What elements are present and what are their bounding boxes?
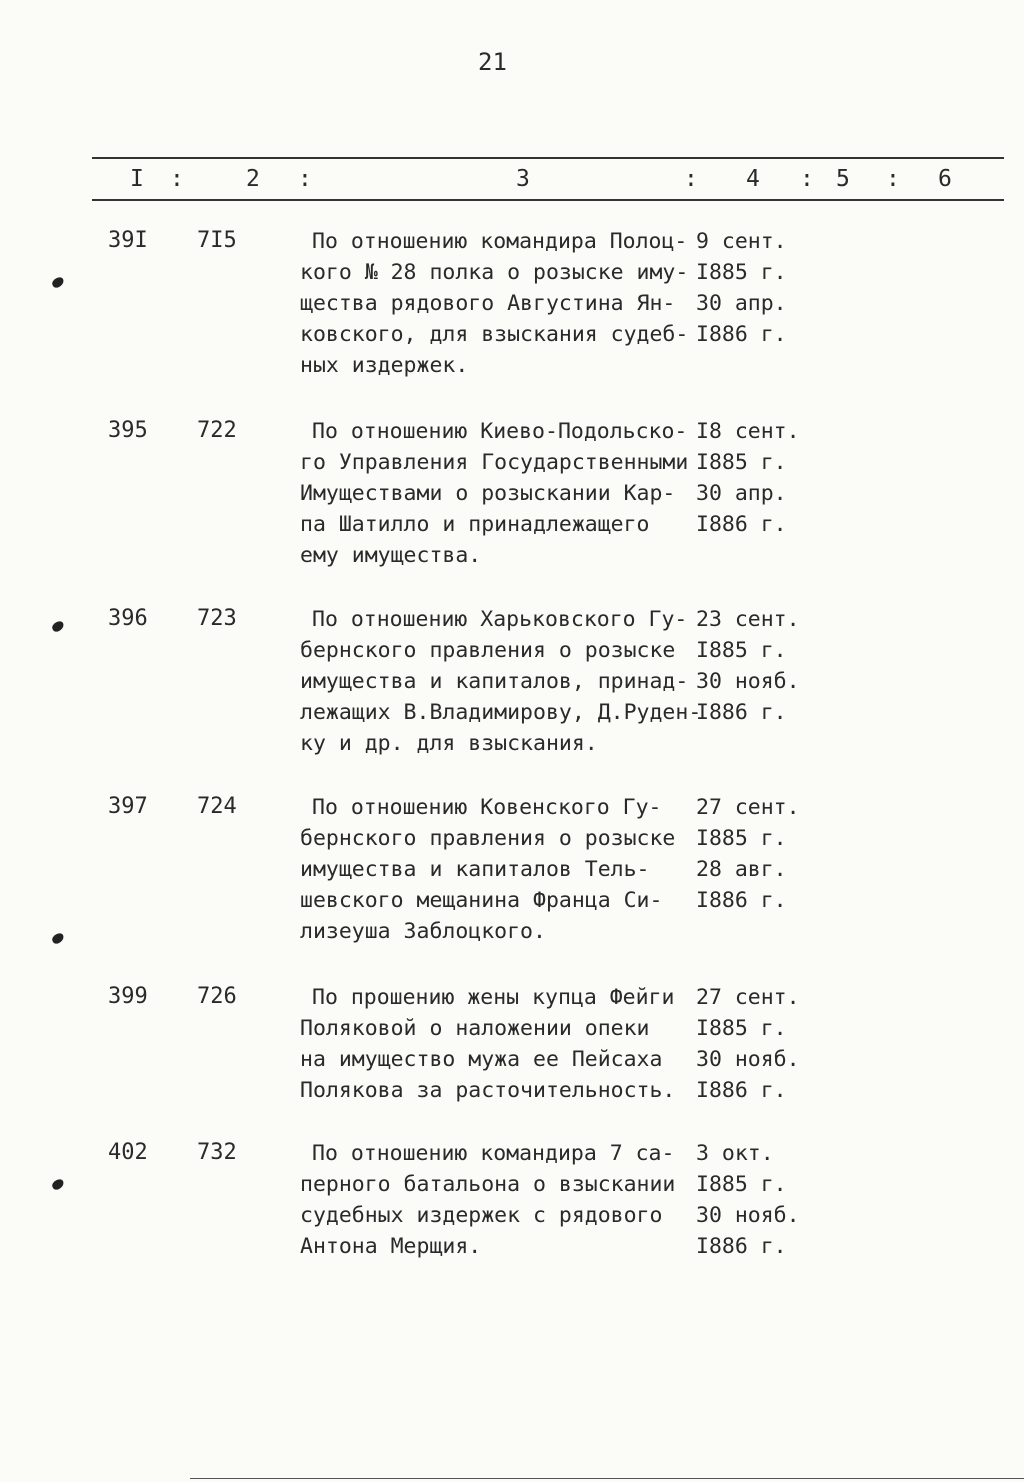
table-header-rule xyxy=(92,199,1004,201)
file-number: 723 xyxy=(197,606,237,631)
header-col-1: I xyxy=(130,166,144,192)
page-number: 21 xyxy=(478,48,507,76)
entry-description xyxy=(300,1138,692,1262)
date-line: I886 г. xyxy=(696,322,787,347)
date-line: 28 авг. xyxy=(696,857,787,882)
margin-ink-mark xyxy=(51,932,66,945)
description-line: судебных издержек с рядового xyxy=(300,1203,663,1228)
description-line: По отношению командира 7 са- xyxy=(312,1141,675,1166)
date-line: 9 сент. xyxy=(696,229,787,254)
header-col-2: 2 xyxy=(246,166,260,192)
description-line: имущества и капиталов Тель- xyxy=(300,857,650,882)
description-line: щества рядового Августина Ян- xyxy=(300,291,676,316)
date-line: 23 сент. xyxy=(696,607,800,632)
entry-description xyxy=(300,792,692,947)
date-line: I885 г. xyxy=(696,1016,787,1041)
date-line: I885 г. xyxy=(696,826,787,851)
date-line: I886 г. xyxy=(696,888,787,913)
file-number: 7I5 xyxy=(197,228,237,253)
description-line: ку и др. для взыскания. xyxy=(300,731,598,756)
file-number: 726 xyxy=(197,984,237,1009)
date-line: 30 нояб. xyxy=(696,1203,800,1228)
entry-number: 402 xyxy=(108,1140,148,1165)
header-col-4: 4 xyxy=(746,166,760,192)
file-number: 722 xyxy=(197,418,237,443)
description-line: По отношению Харьковского Гу- xyxy=(312,607,688,632)
header-separator: : xyxy=(800,166,814,192)
entry-number: 396 xyxy=(108,606,148,631)
date-line: I886 г. xyxy=(696,512,787,537)
entry-number: 39I xyxy=(108,228,148,253)
header-separator: : xyxy=(684,166,698,192)
description-line: лизеуша Заблоцкого. xyxy=(300,919,546,944)
description-line: Полякова за расточительность. xyxy=(300,1078,676,1103)
entry-description xyxy=(300,226,692,381)
entry-dates xyxy=(696,416,800,540)
header-separator: : xyxy=(170,166,184,192)
description-line: перного батальона о взыскании xyxy=(300,1172,676,1197)
file-number: 724 xyxy=(197,794,237,819)
header-separator: : xyxy=(886,166,900,192)
margin-ink-mark xyxy=(51,620,66,633)
entry-number: 395 xyxy=(108,418,148,443)
date-line: I886 г. xyxy=(696,1234,787,1259)
date-line: 27 сент. xyxy=(696,985,800,1010)
description-line: бернского правления о розыске xyxy=(300,826,676,851)
description-line: го Управления Государственными xyxy=(300,450,689,475)
description-line: По отношению Ковенского Гу- xyxy=(312,795,662,820)
description-line: По отношению командира Полоц- xyxy=(312,229,688,254)
description-line: кого № 28 полка о розыске иму- xyxy=(300,260,689,285)
description-line: ковского, для взыскания судеб- xyxy=(300,322,689,347)
date-line: 27 сент. xyxy=(696,795,800,820)
date-line: I885 г. xyxy=(696,450,787,475)
description-line: бернского правления о розыске xyxy=(300,638,676,663)
entry-dates xyxy=(696,226,787,350)
date-line: I8 сент. xyxy=(696,419,800,444)
entry-description xyxy=(300,416,692,571)
date-line: I886 г. xyxy=(696,1078,787,1103)
entry-dates xyxy=(696,1138,800,1262)
date-line: 30 нояб. xyxy=(696,669,800,694)
description-line: на имущество мужа ее Пейсаха xyxy=(300,1047,663,1072)
description-line: По прошению жены купца Фейги xyxy=(312,985,675,1010)
date-line: 3 окт. xyxy=(696,1141,774,1166)
entry-dates xyxy=(696,982,800,1106)
entry-dates xyxy=(696,792,800,916)
date-line: 30 апр. xyxy=(696,291,787,316)
description-line: Антона Мерщия. xyxy=(300,1234,482,1259)
description-line: По отношению Киево-Подольско- xyxy=(312,419,688,444)
description-line: имущества и капиталов, принад- xyxy=(300,669,689,694)
description-line: Поляковой о наложении опеки xyxy=(300,1016,650,1041)
entry-number: 399 xyxy=(108,984,148,1009)
date-line: I885 г. xyxy=(696,1172,787,1197)
description-line: ему имущества. xyxy=(300,543,482,568)
header-col-3: 3 xyxy=(516,166,530,192)
header-col-6: 6 xyxy=(938,166,952,192)
date-line: 30 нояб. xyxy=(696,1047,800,1072)
description-line: Имуществами о розыскании Кар- xyxy=(300,481,676,506)
entry-dates xyxy=(696,604,800,728)
entry-description xyxy=(300,982,692,1106)
table-top-rule xyxy=(92,157,1004,159)
file-number: 732 xyxy=(197,1140,237,1165)
entry-number: 397 xyxy=(108,794,148,819)
margin-ink-mark xyxy=(51,276,66,289)
bottom-edge-rule xyxy=(190,1478,1024,1479)
description-line: па Шатилло и принадлежащего xyxy=(300,512,650,537)
description-line: ных издержек. xyxy=(300,353,469,378)
date-line: I885 г. xyxy=(696,260,787,285)
header-col-5: 5 xyxy=(836,166,850,192)
description-line: шевского мещанина Франца Си- xyxy=(300,888,663,913)
description-line: лежащих В.Владимирову, Д.Руден- xyxy=(300,700,702,725)
date-line: 30 апр. xyxy=(696,481,787,506)
date-line: I885 г. xyxy=(696,638,787,663)
date-line: I886 г. xyxy=(696,700,787,725)
header-separator: : xyxy=(298,166,312,192)
entry-description xyxy=(300,604,702,759)
margin-ink-mark xyxy=(51,1178,66,1191)
